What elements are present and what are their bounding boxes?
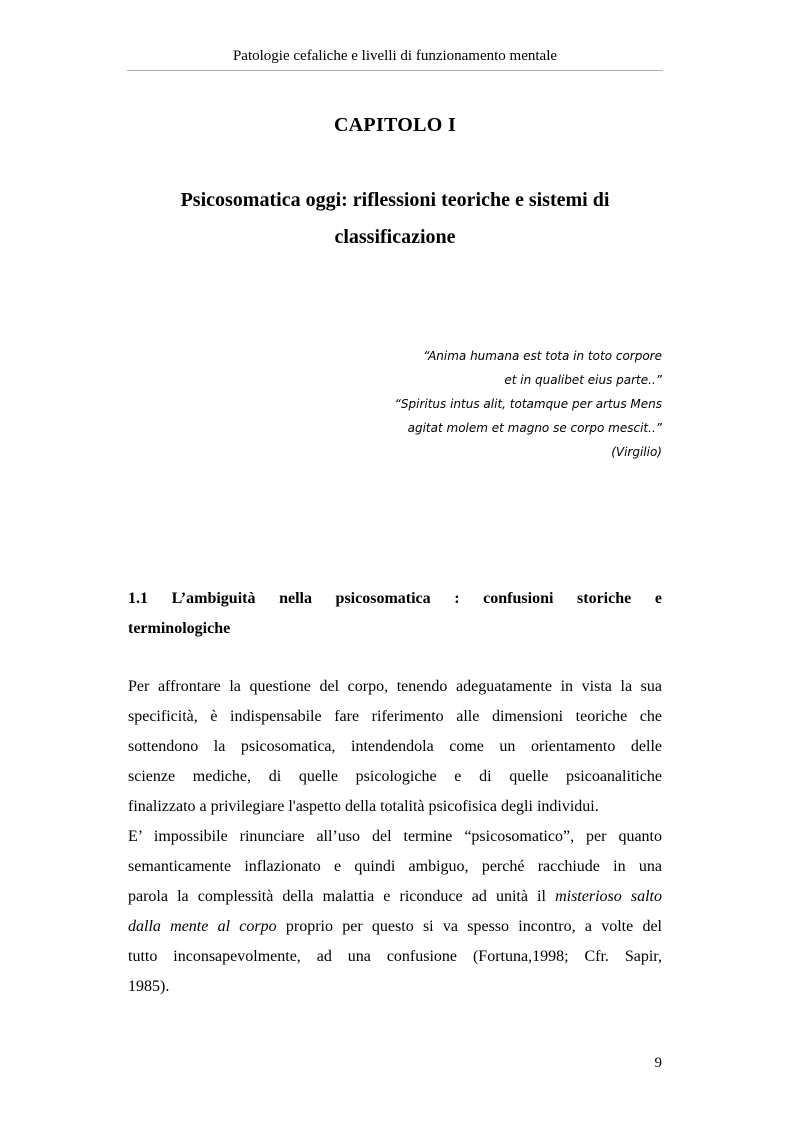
epigraph-attribution: (Virgilio) xyxy=(611,445,662,459)
paragraph-line: sottendono la psicosomatica, intendendola come un orientamento delle xyxy=(128,738,662,755)
epigraph-line: “Spiritus intus alit, totamque per artus Mens xyxy=(394,397,662,411)
heading-word: confusioni xyxy=(483,590,554,607)
italic-run: dalla mente al corpo xyxy=(128,918,277,935)
epigraph-line: et in qualibet eius parte..” xyxy=(504,373,662,387)
paragraph-line xyxy=(128,882,662,912)
section-heading xyxy=(128,584,662,644)
paragraph-line: specificità, è indispensabile fare riferimento alle dimensioni teoriche che xyxy=(128,708,662,725)
text-run: proprio per questo si va spesso incontro, a volte del xyxy=(276,918,662,935)
heading-word: : xyxy=(454,590,460,607)
paragraph-line: 1985). xyxy=(128,978,170,995)
italic-run: misterioso salto xyxy=(555,888,662,905)
epigraph xyxy=(300,344,662,464)
paragraph-line: Per affrontare la questione del corpo, tenendo adeguatamente in vista la sua xyxy=(128,678,662,695)
paragraph-line xyxy=(128,912,662,942)
paragraph-line: semanticamente inflazionato e quindi ambiguo, perché racchiude in una xyxy=(128,858,662,875)
paragraph-line: E’ impossibile rinunciare all’uso del termine “psicosomatico”, per quanto xyxy=(128,828,662,845)
heading-word: L’ambiguità xyxy=(171,590,256,607)
section-heading-line xyxy=(128,584,662,614)
header-rule xyxy=(127,70,663,71)
section-heading-line: terminologiche xyxy=(128,620,231,637)
paragraph-line: scienze mediche, di quelle psicologiche e di quelle psicoanalitiche xyxy=(128,768,662,785)
paragraph-line: finalizzato a privilegiare l'aspetto della totalità psicofisica degli individui. xyxy=(128,798,599,815)
chapter-title-line: classificazione xyxy=(334,226,456,248)
heading-word: nella xyxy=(279,590,312,607)
body-text xyxy=(128,672,662,1002)
text-run: parola la complessità della malattia e riconduce ad unità il xyxy=(128,888,556,905)
epigraph-line: “Anima humana est tota in toto corpore xyxy=(423,349,662,363)
page-number: 9 xyxy=(654,1055,662,1071)
heading-word: psicosomatica xyxy=(335,590,431,607)
chapter-label: CAPITOLO I xyxy=(333,114,457,136)
heading-word: e xyxy=(654,590,662,607)
chapter-title xyxy=(127,182,663,256)
running-header: Patologie cefaliche e livelli di funzionamento mentale xyxy=(232,48,558,64)
epigraph-line: agitat molem et magno se corpo mescit..” xyxy=(407,421,662,435)
heading-word: storiche xyxy=(577,590,632,607)
heading-word: 1.1 xyxy=(128,590,148,607)
chapter-title-line: Psicosomatica oggi: riflessioni teoriche e sistemi di xyxy=(180,189,610,211)
paragraph-line: tutto inconsapevolmente, ad una confusione (Fortuna,1998; Cfr. Sapir, xyxy=(128,948,662,965)
